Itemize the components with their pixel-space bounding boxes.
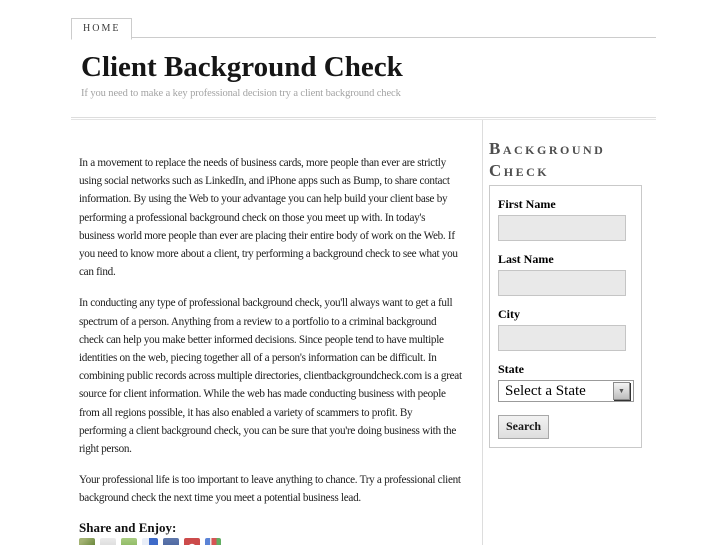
last-name-field — [498, 252, 633, 296]
site-tagline: If you need to make a key professional decision try a client background check — [81, 88, 401, 99]
top-nav — [71, 17, 656, 38]
city-label: City — [498, 307, 520, 321]
state-select-value: Select a State — [505, 382, 586, 399]
first-name-input[interactable] — [498, 215, 626, 241]
last-name-input[interactable] — [498, 270, 626, 296]
page-container — [71, 17, 656, 545]
page-title: Client Background Check — [81, 51, 403, 83]
city-input[interactable] — [498, 325, 626, 351]
site-header — [71, 52, 656, 100]
background-check-form — [489, 185, 642, 448]
share-icons-row — [79, 538, 462, 545]
article — [71, 120, 482, 545]
city-field — [498, 307, 633, 351]
search-button[interactable]: Search — [498, 415, 549, 439]
article-paragraph: In a movement to replace the needs of business cards, more people than ever are strictly using social networks such as LinkedIn, and iPhone apps such as Bump, to share contact information. By using the Web to your advantage you can help build your client base by performing a professional background check on those you meet up with. In today's business world more people than ever are placing their entire body of work on the Web. If you need to know more about a client, try performing a background check to see what you can find. — [79, 157, 458, 279]
facebook-icon[interactable] — [163, 538, 179, 545]
article-paragraph: In conducting any type of professional background check, you'll always want to get a full spectrum of a person. Anything from a review to a portfolio to a criminal background check can help you make better informed decisions. Since people tend to have multiple identities on the web, piecing together all of a person's information can be difficult. In combining public records across multiple directories, clientbackgroundcheck.com is a great source for client information. While the web has made conducting business with people from all regions possible, it has also enabled a variety of scammers to profit. By performing a client background check, you can be sure that you're doing business with the right person. — [79, 297, 462, 456]
delicious-icon[interactable] — [142, 538, 158, 545]
state-field — [498, 362, 633, 402]
sidebar — [482, 120, 656, 545]
google-icon[interactable] — [205, 538, 221, 545]
last-name-label: Last Name — [498, 252, 554, 266]
newsvine-icon[interactable] — [121, 538, 137, 545]
article-paragraph: Your professional life is too important to leave anything to chance. Try a professional client background check the next time you meet a potential business lead. — [79, 474, 461, 505]
dropdown-arrow-icon: ▼ — [613, 382, 630, 400]
state-label: State — [498, 362, 524, 376]
first-name-label: First Name — [498, 197, 556, 211]
first-name-field — [498, 197, 633, 241]
sidebar-widget-title: Background Check — [489, 139, 606, 180]
share-and-enjoy-label: Share and Enjoy: — [79, 519, 177, 535]
nav-tab-home[interactable]: HOME — [71, 18, 132, 40]
youtube-icon[interactable] — [184, 538, 200, 545]
state-select[interactable] — [498, 380, 634, 402]
link-icon[interactable] — [100, 538, 116, 545]
content-row — [71, 120, 656, 545]
mixx-icon[interactable] — [79, 538, 95, 545]
